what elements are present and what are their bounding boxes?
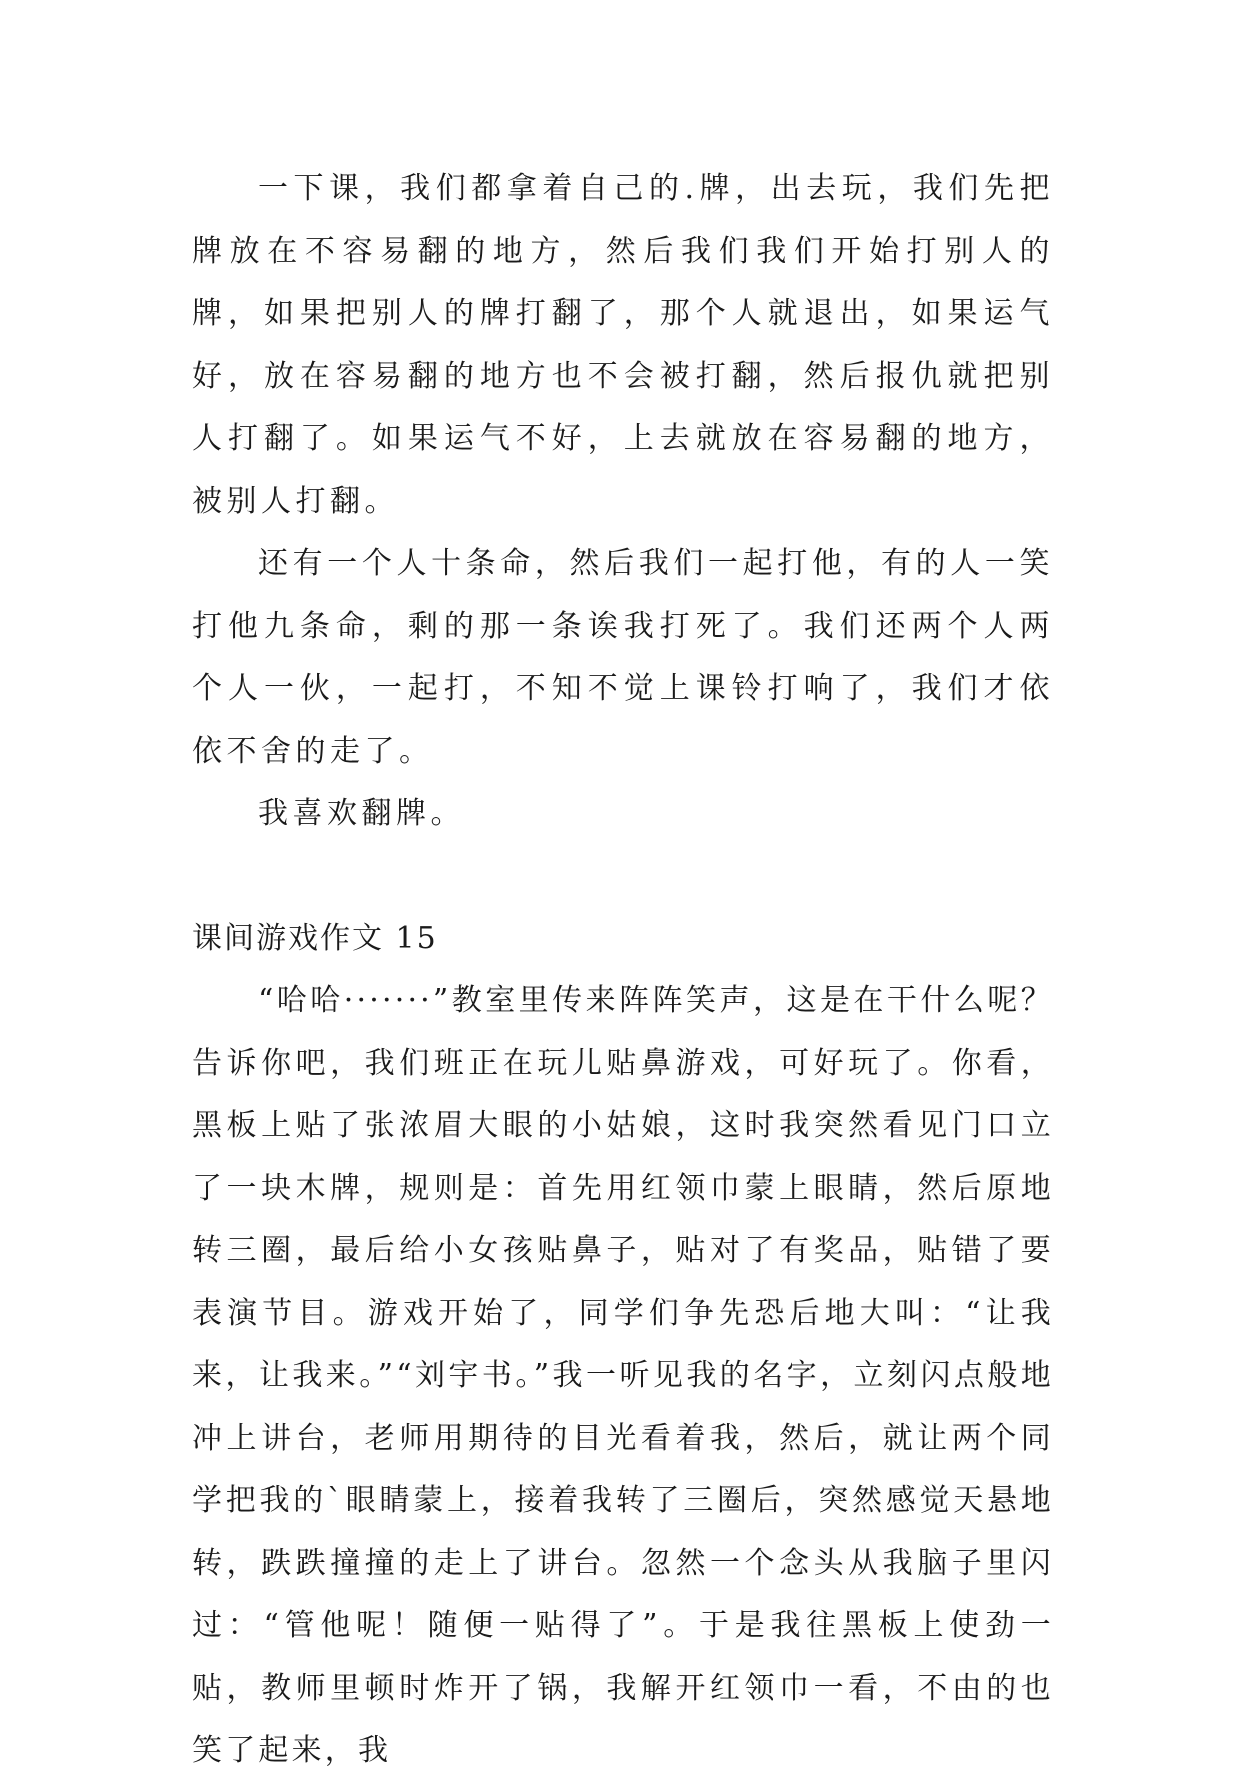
paragraph-nose-game: “哈哈·······”教室里传来阵阵笑声，这是在干什么呢？告诉你吧，我们班正在玩儿贴鼻游戏，可好玩了。你看，黑板上贴了张浓眉大眼的小姑娘，这时我突然看见门口立了一块木牌，规则是：首先用红领巾蒙上眼睛，然后原地转三圈，最后给小女孩贴鼻子，贴对了有奖品，贴错了要表演节目。游戏开始了，同学们争先恐后地大叫：“让我来，让我来。”“刘宇书。”我一听见我的名字，立刻闪点般地冲上讲台，老师用期待的目光看着我，然后，就让两个同学把我的`眼睛蒙上，接着我转了三圈后，突然感觉天悬地转，跌跌撞撞的走上了讲台。忽然一个念头从我脑子里闪过：“管他呢！随便一贴得了”。于是我往黑板上使劲一贴，教师里顿时炸开了锅，我解开红领巾一看，不由的也笑了起来，我	[192, 983, 1054, 1768]
paragraph-card-game: 一下课，我们都拿着自己的.牌，出去玩，我们先把牌放在不容易翻的地方，然后我们我们开始打别人的牌，如果把别人的牌打翻了，那个人就退出，如果运气好，放在容易翻的地方也不会被打翻，然后报仇就把别人打翻了。如果运气不好，上去就放在容易翻的地方，被别人打翻。	[192, 171, 1054, 519]
paragraph-ten-lives: 还有一个人十条命，然后我们一起打他，有的人一笑打他九条命，剩的那一条诶我打死了。我们还两个人两个人一伙，一起打，不知不觉上课铃打响了，我们才依依不舍的走了。	[192, 546, 1054, 769]
paragraph-conclusion: 我喜欢翻牌。	[258, 796, 465, 831]
document-body	[192, 158, 1054, 1783]
section-title: 课间游戏作文 15	[192, 920, 438, 956]
